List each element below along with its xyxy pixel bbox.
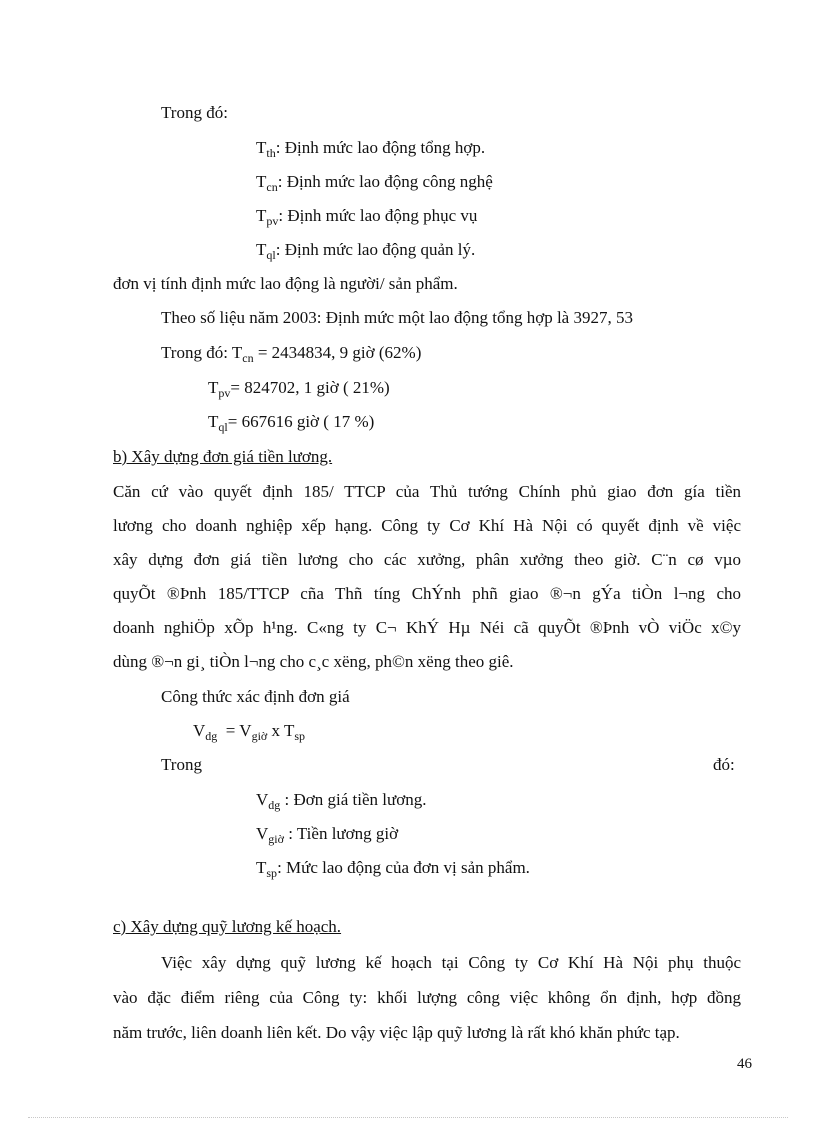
trong-do-label: Trong đó: [161,103,228,122]
formula-def-tsp: $T_{sp}$: Mức lao động của đơn vị sản phẩm. [256,858,530,880]
def-symbol: T [256,206,267,225]
para-b-last-line: dùng ®¬n gi¸ tiÒn l¬ng cho c¸c xëng, ph©n xëng theo giê. [113,652,514,671]
para-b-line: xây dựng đơn giá tiền lương cho các xưởng, phân xưởng theo giờ. C¨n cø vµo [113,550,741,569]
tpv-value-line: $T_{pv}= 824702$, 1 giờ ( 21%) [208,378,390,400]
formula-def-vdg: $V_{dg}$ : Đơn giá tiền lương. [256,790,427,812]
para-c-line: vào đặc điểm riêng của Công ty: khối lượng công việc không ổn định, hợp đồng [113,988,741,1007]
para-c-line: Việc xây dựng quỹ lương kế hoạch tại Công ty Cơ Khí Hà Nội phụ thuộc [161,953,741,972]
formula: $V_{dg} = V_{giờ}$ x $T_{sp}$ [193,721,306,743]
page-number: 46 [737,1056,752,1072]
page-divider [28,1117,788,1118]
def-text: : Định mức lao động tổng hợp. [275,138,486,157]
definition-tql [256,240,475,260]
heading-c: c) Xây dựng quỹ lương kế hoạch. [113,917,342,936]
unit-line: đơn vị tính định mức lao động là người/ sản phẩm. [113,274,458,293]
formula-label: Công thức xác định đơn giá [161,687,350,706]
def-symbol: T [256,138,267,157]
def-text: : Định mức lao động phục vụ [278,206,478,225]
paragraph-c [113,953,741,1008]
tql-value-line: $T_{ql}= 667616$ giờ ( 17 %) [208,412,375,434]
def-subscript: cn [266,180,278,194]
definition-tpv [256,206,477,226]
para-c-last-line: năm trước, liên doanh liên kết. Do vậy việc lập quỹ lương là rất khó khăn phức tạp. [113,1023,680,1042]
paragraph-b [113,482,741,638]
def-subscript: pv [266,214,279,228]
def-text: : Định mức lao động quản lý. [275,240,476,259]
heading-b: b) Xây dựng đơn giá tiền lương. [113,447,333,466]
def-symbol: T [256,240,267,259]
def-symbol: T [256,172,267,191]
definition-tth [256,138,485,158]
def-text: : Định mức lao động công nghệ [277,172,493,191]
para-b-line: quyÕt ®Þnh 185/TTCP cña Thñ tíng ChÝnh phñ giao ®¬n gÝa tiÒn l¬ng cho [113,584,741,603]
tcn-value-line: Trong đó: $T_{cn} = 2434834$, 9 giờ (62%) [161,343,422,365]
para-b-line: Căn cứ vào quyết định 185/ TTCP của Thủ tướng Chính phủ giao đơn gía tiền [113,482,741,501]
do-word: đó: [713,755,735,774]
definition-tcn [256,172,493,192]
def-subscript: ql [266,248,276,262]
trong-word: Trong [161,755,202,774]
formula-def-vgio: $V_{giờ}$ : Tiền lương giờ [256,824,399,846]
para-b-line: lương cho doanh nghiệp xếp hạng. Công ty Cơ Khí Hà Nội có quyết định về việc [113,516,741,535]
data-2003-line: Theo số liệu năm 2003: Định mức một lao động tổng hợp là 3927, 53 [161,308,633,327]
def-subscript: th [266,146,276,160]
para-b-line: doanh nghiÖp xÕp h¹ng. C«ng ty C¬ KhÝ Hµ Néi cã quyÕt ®Þnh vÒ viÖc x©y [113,618,741,637]
